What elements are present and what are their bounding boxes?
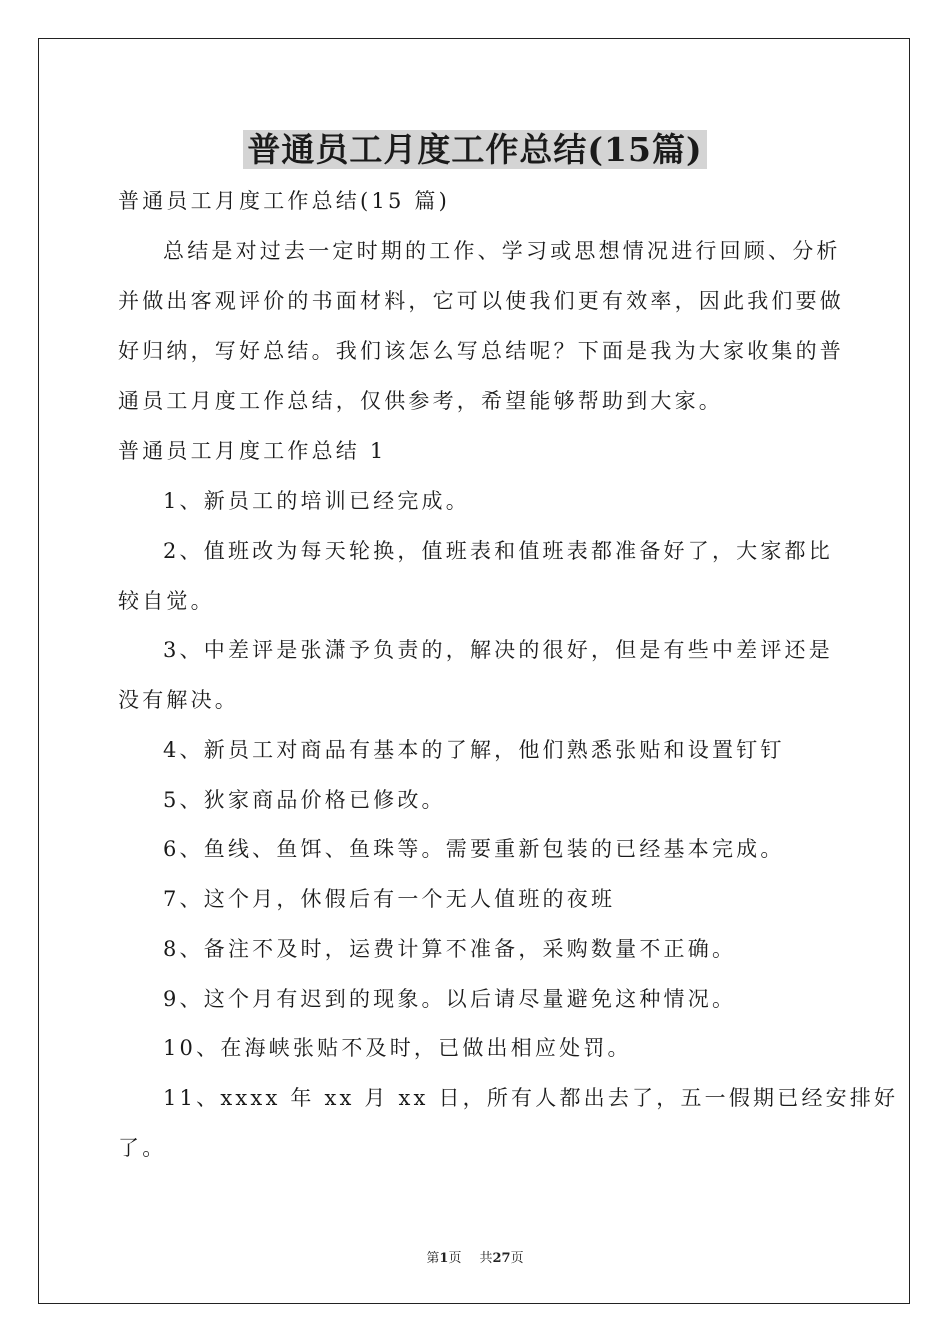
intro-line: 好归纳，写好总结。我们该怎么写总结呢？下面是我为大家收集的普 xyxy=(118,339,844,363)
list-item-continuation: 了。 xyxy=(118,1136,167,1160)
page-footer xyxy=(0,1247,950,1266)
list-item: 11、xxxx 年 xx 月 xx 日，所有人都出去了，五一假期已经安排好 xyxy=(163,1086,899,1110)
list-item-continuation: 较自觉。 xyxy=(118,589,215,613)
footer-page-suffix: 页 xyxy=(448,1251,462,1266)
intro-line: 通员工月度工作总结，仅供参考，希望能够帮助到大家。 xyxy=(118,389,723,413)
section-heading: 普通员工月度工作总结 1 xyxy=(118,439,387,463)
document-title-container xyxy=(0,128,950,172)
document-title: 普通员工月度工作总结(15篇) xyxy=(243,130,706,169)
list-item: 7、这个月，休假后有一个无人值班的夜班 xyxy=(163,887,616,911)
list-item: 6、鱼线、鱼饵、鱼珠等。需要重新包装的已经基本完成。 xyxy=(163,837,785,861)
list-item: 5、狄家商品价格已修改。 xyxy=(163,788,446,812)
list-item: 10、在海峡张贴不及时，已做出相应处罚。 xyxy=(163,1036,632,1060)
list-item-continuation: 没有解决。 xyxy=(118,688,239,712)
page-border xyxy=(38,38,910,1304)
footer-total-suffix: 页 xyxy=(510,1251,524,1266)
document-subtitle: 普通员工月度工作总结(15 篇) xyxy=(118,189,450,213)
footer-page-number: 1 xyxy=(439,1251,449,1266)
footer-total-pages: 27 xyxy=(492,1251,511,1266)
list-item: 4、新员工对商品有基本的了解，他们熟悉张贴和设置钉钉 xyxy=(163,738,785,762)
list-item: 2、值班改为每天轮换，值班表和值班表都准备好了，大家都比 xyxy=(163,539,833,563)
list-item: 1、新员工的培训已经完成。 xyxy=(163,489,470,513)
list-item: 9、这个月有迟到的现象。以后请尽量避免这种情况。 xyxy=(163,987,737,1011)
footer-page-prefix: 第 xyxy=(426,1251,440,1266)
list-item: 8、备注不及时，运费计算不准备，采购数量不正确。 xyxy=(163,937,737,961)
footer-total-prefix: 共 xyxy=(479,1251,493,1266)
intro-line: 总结是对过去一定时期的工作、学习或思想情况进行回顾、分析 xyxy=(163,239,841,263)
list-item: 3、中差评是张潇予负责的，解决的很好，但是有些中差评还是 xyxy=(163,638,833,662)
intro-line: 并做出客观评价的书面材料，它可以使我们更有效率，因此我们要做 xyxy=(118,289,844,313)
